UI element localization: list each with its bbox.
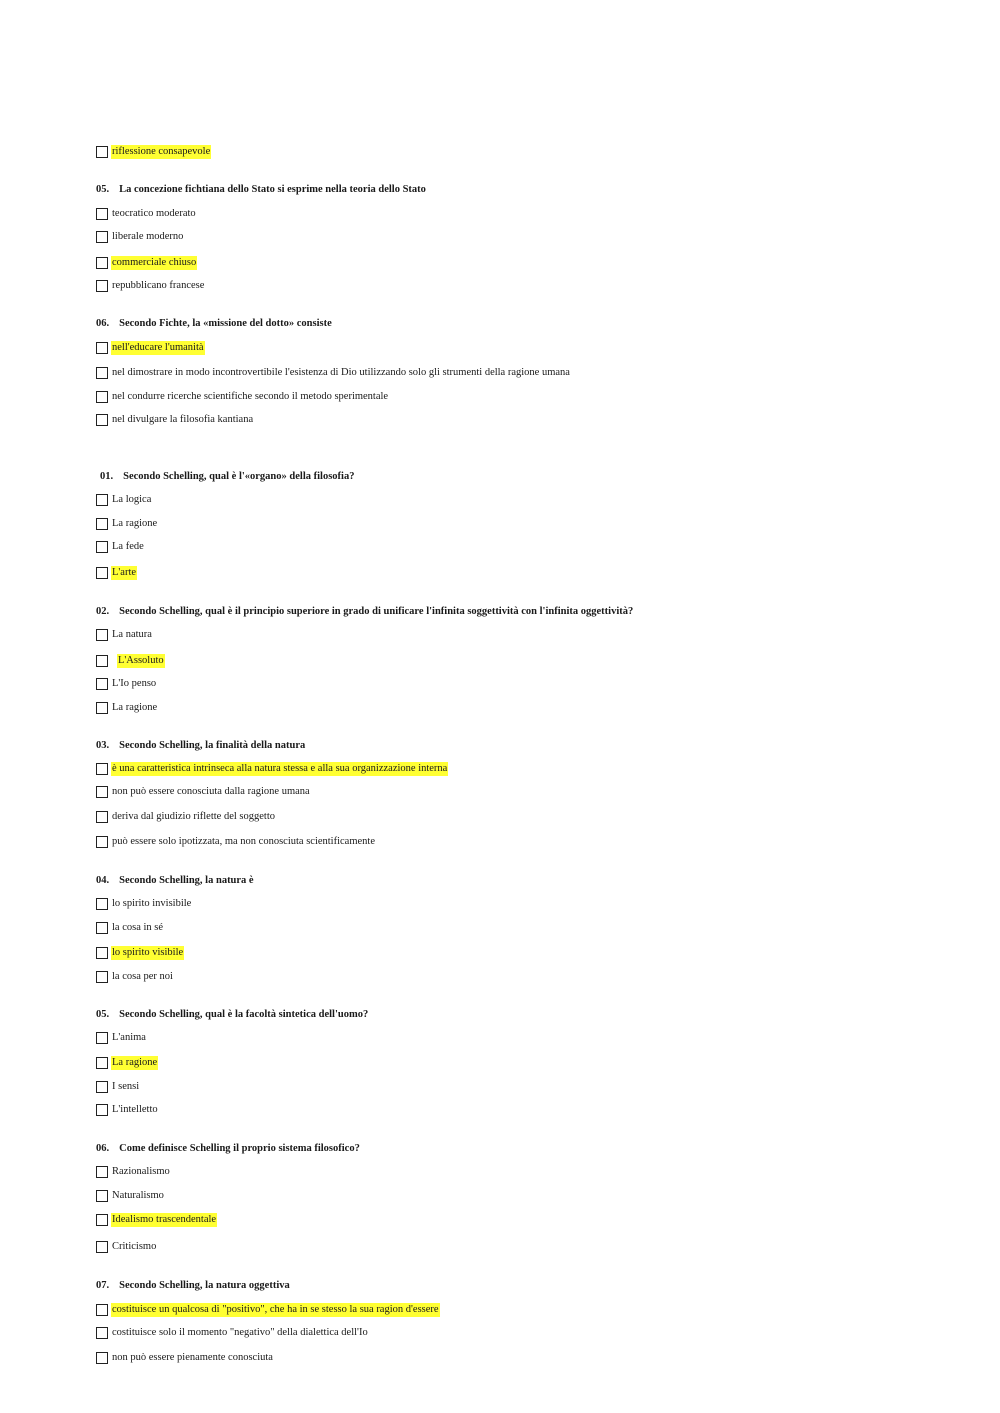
answer-text: non può essere conosciuta dalla ragione umana — [112, 786, 310, 797]
answer-text: nel dimostrare in modo incontrovertibile l'esistenza di Dio utilizzando solo gli strumenti della ragione umana — [112, 367, 570, 378]
answer-option — [96, 1055, 158, 1071]
answer-option — [96, 340, 205, 356]
answer-option — [96, 896, 192, 912]
question-text: Secondo Fichte, la «missione del dotto» consiste — [119, 317, 332, 329]
checkbox[interactable] — [96, 1304, 108, 1316]
answer-option — [96, 539, 145, 555]
checkbox[interactable] — [96, 1166, 108, 1178]
checkbox[interactable] — [96, 1352, 108, 1364]
question-heading — [96, 1277, 290, 1293]
question-heading — [96, 737, 305, 753]
checkbox[interactable] — [96, 786, 108, 798]
checkbox[interactable] — [96, 1327, 108, 1339]
answer-text: può essere solo ipotizzata, ma non conosciuta scientificamente — [112, 836, 375, 847]
checkbox[interactable] — [96, 1214, 108, 1226]
checkbox[interactable] — [96, 1190, 108, 1202]
answer-option — [96, 784, 311, 800]
question-heading — [96, 315, 332, 331]
answer-text: teocratico moderato — [112, 208, 196, 219]
checkbox[interactable] — [96, 567, 108, 579]
checkbox[interactable] — [96, 280, 108, 292]
highlighted-answer-text: La ragione — [112, 1057, 158, 1068]
answer-text: La fede — [112, 541, 144, 552]
checkbox[interactable] — [96, 414, 108, 426]
answer-text: costituisce solo il momento "negativo" della dialettica dell'Io — [112, 1327, 368, 1338]
checkbox[interactable] — [96, 629, 108, 641]
highlighted-answer-text: nell'educare l'umanità — [112, 342, 204, 353]
question-text: Come definisce Schelling il proprio sistema filosofico? — [119, 1142, 360, 1154]
checkbox[interactable] — [96, 922, 108, 934]
answer-text: La ragione — [112, 702, 158, 713]
answer-text: L'anima — [112, 1032, 146, 1043]
answer-option — [96, 1079, 140, 1095]
question-number: 01. — [100, 470, 114, 482]
checkbox[interactable] — [96, 1241, 108, 1253]
answer-option — [96, 278, 205, 294]
answer-option — [96, 761, 448, 777]
checkbox[interactable] — [96, 518, 108, 530]
checkbox[interactable] — [96, 947, 108, 959]
question-heading — [96, 872, 254, 888]
checkbox[interactable] — [96, 257, 108, 269]
answer-option — [96, 1164, 171, 1180]
answer-text: L'intelletto — [112, 1104, 158, 1115]
answer-option — [96, 1325, 369, 1341]
question-heading — [96, 1006, 368, 1022]
answer-text: Criticismo — [112, 1241, 157, 1252]
highlighted-answer-text: è una caratteristica intrinseca alla natura stessa e alla sua organizzazione interna — [112, 763, 448, 774]
answer-option — [96, 834, 376, 850]
checkbox[interactable] — [96, 655, 108, 667]
answer-option — [96, 676, 157, 692]
highlighted-answer-text: L'arte — [112, 567, 137, 578]
question-number: 04. — [96, 874, 110, 886]
answer-option — [96, 653, 165, 669]
answer-option — [96, 1188, 165, 1204]
answer-option — [96, 700, 158, 716]
question-number: 06. — [96, 1142, 110, 1154]
answer-text: nel condurre ricerche scientifiche secondo il metodo sperimentale — [112, 391, 389, 402]
question-number: 07. — [96, 1279, 110, 1291]
checkbox[interactable] — [96, 836, 108, 848]
answer-text: deriva dal giudizio riflette del soggetto — [112, 811, 275, 822]
question-number: 05. — [96, 183, 110, 195]
checkbox[interactable] — [96, 1081, 108, 1093]
highlighted-answer-text: commerciale chiuso — [112, 257, 197, 268]
answer-option — [96, 1030, 147, 1046]
answer-option — [96, 412, 254, 428]
answer-option — [96, 1302, 440, 1318]
question-text: Secondo Schelling, la natura oggettiva — [119, 1279, 290, 1291]
answer-text: la cosa in sé — [112, 922, 164, 933]
checkbox[interactable] — [96, 811, 108, 823]
question-number: 05. — [96, 1008, 110, 1020]
answer-option — [96, 229, 184, 245]
answer-option — [96, 1102, 159, 1118]
checkbox[interactable] — [96, 1032, 108, 1044]
answer-option — [96, 565, 137, 581]
answer-text: repubblicano francese — [112, 280, 205, 291]
checkbox[interactable] — [96, 898, 108, 910]
answer-option — [96, 255, 197, 271]
checkbox[interactable] — [96, 541, 108, 553]
answer-option — [96, 516, 158, 532]
answer-text: la cosa per noi — [112, 971, 173, 982]
answer-option — [96, 809, 276, 825]
question-text: Secondo Schelling, qual è la facoltà sintetica dell'uomo? — [119, 1008, 369, 1020]
answer-option — [96, 1212, 217, 1228]
answer-text: La natura — [112, 629, 152, 640]
question-number: 03. — [96, 739, 110, 751]
question-text: La concezione fichtiana dello Stato si esprime nella teoria dello Stato — [119, 183, 426, 195]
highlighted-answer-text: lo spirito visibile — [112, 947, 184, 958]
answer-option — [96, 920, 164, 936]
checkbox[interactable] — [96, 1057, 108, 1069]
checkbox[interactable] — [96, 391, 108, 403]
checkbox[interactable] — [96, 763, 108, 775]
checkbox[interactable] — [96, 367, 108, 379]
answer-option — [96, 492, 152, 508]
question-text: Secondo Schelling, qual è l'«organo» della filosofia? — [123, 470, 355, 482]
answer-text: nel divulgare la filosofia kantiana — [112, 414, 254, 425]
answer-text: La logica — [112, 494, 152, 505]
answer-text: non può essere pienamente conosciuta — [112, 1352, 273, 1363]
question-heading — [96, 1140, 360, 1156]
checkbox[interactable] — [96, 342, 108, 354]
question-heading — [100, 468, 354, 484]
checkbox[interactable] — [96, 231, 108, 243]
highlighted-answer-text: Idealismo trascendentale — [112, 1214, 217, 1225]
answer-option — [96, 144, 211, 160]
highlighted-answer-text: costituisce un qualcosa di "positivo", che ha in se stesso la sua ragion d'essere — [112, 1304, 439, 1315]
answer-text: La ragione — [112, 518, 158, 529]
question-text: Secondo Schelling, qual è il principio superiore in grado di unificare l'infinita soggettività con l'infinita oggettività? — [119, 605, 634, 617]
checkbox[interactable] — [96, 971, 108, 983]
question-number: 06. — [96, 317, 110, 329]
checkbox[interactable] — [96, 208, 108, 220]
answer-text: Razionalismo — [112, 1166, 170, 1177]
answer-text: liberale moderno — [112, 231, 184, 242]
question-text: Secondo Schelling, la natura è — [119, 874, 254, 886]
question-heading — [96, 181, 426, 197]
checkbox[interactable] — [96, 1104, 108, 1116]
answer-option — [96, 365, 571, 381]
highlighted-answer-text: L'Assoluto — [118, 655, 164, 666]
answer-option — [96, 945, 184, 961]
checkbox[interactable] — [96, 678, 108, 690]
checkbox[interactable] — [96, 494, 108, 506]
answer-option — [96, 1350, 274, 1366]
checkbox[interactable] — [96, 146, 108, 158]
answer-option — [96, 206, 197, 222]
question-number: 02. — [96, 605, 110, 617]
question-text: Secondo Schelling, la finalità della natura — [119, 739, 306, 751]
answer-option — [96, 969, 174, 985]
highlighted-answer-text: riflessione consapevole — [112, 146, 211, 157]
answer-option — [96, 627, 153, 643]
answer-text: Naturalismo — [112, 1190, 164, 1201]
answer-text: lo spirito invisibile — [112, 898, 192, 909]
answer-text: L'Io penso — [112, 678, 157, 689]
checkbox[interactable] — [96, 702, 108, 714]
question-heading — [96, 603, 633, 619]
answer-text: I sensi — [112, 1081, 140, 1092]
answer-option — [96, 1239, 157, 1255]
answer-option — [96, 389, 389, 405]
